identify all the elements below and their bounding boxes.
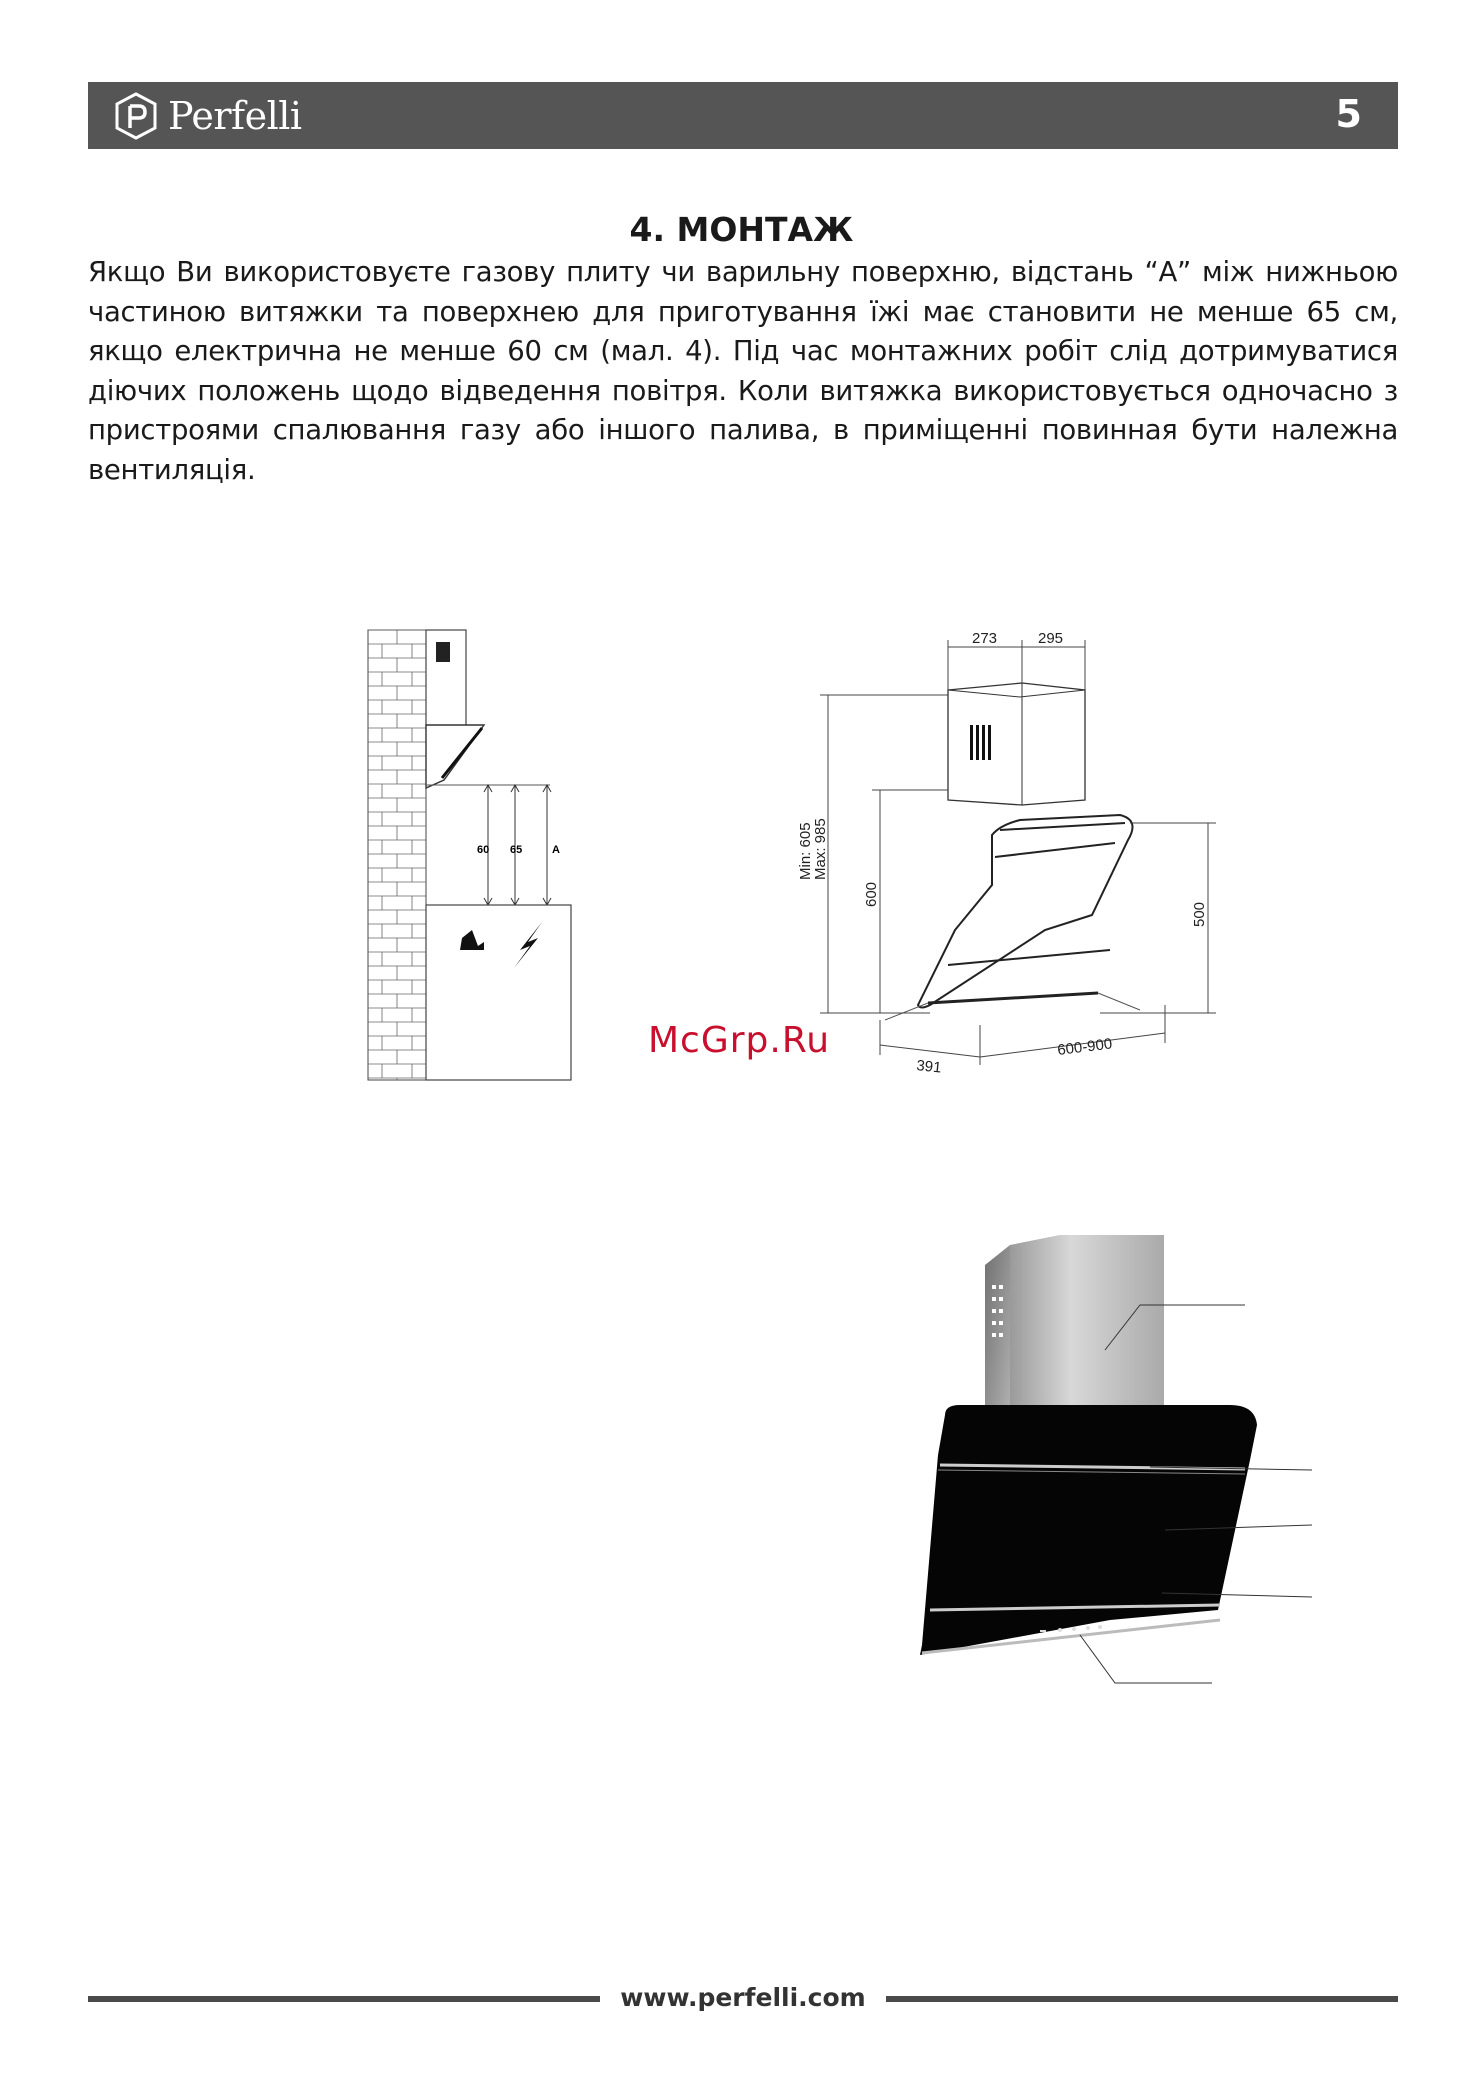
footer-url[interactable]: www.perfelli.com [620,1983,866,2012]
label-60: 60 [477,844,490,856]
page-footer [88,1983,1398,2013]
dimensions-diagram [780,625,1250,1095]
page-header [88,82,1398,149]
label-a: A [552,844,560,856]
perfelli-logo-icon [114,92,158,140]
watermark-text: McGrp.Ru [648,1020,831,1061]
section-title: 4. МОНТАЖ [629,210,854,249]
brick-pattern [368,630,426,1080]
dim-600-900: 600-900 [1056,1035,1114,1059]
vent-grille-icon [436,642,450,662]
dim-391: 391 [915,1057,943,1077]
cooker-cabinet [426,905,571,1080]
dim-min: Min: 605 [797,822,814,880]
dim-500: 500 [1191,901,1208,927]
product-illustration [900,1225,1320,1695]
installation-diagram [360,620,580,1090]
brand-name: Perfelli [168,93,302,138]
paragraph-text: Якщо Ви використовуєте газову плиту чи варильну поверхню, відстань “А” між нижньою частиною витяжки та поверхнею для приготування їжі має становити не менше 65 см, якщо електрична не менше 60 см (мал. 4). Під час монтажних робіт слід дотримуватися діючих положень щодо відведення повітря. Коли витяжка використовується одночасно з пристроями спалювання газу або іншого палива, в приміщенні повинная бути належна вентиляція. [88,256,1398,486]
dim-max: Max: 985 [812,818,829,880]
product-chimney [1010,1235,1164,1415]
page-number: 5 [1335,92,1362,136]
section-paragraph [88,253,1398,490]
brand-logo [114,90,302,141]
dim-295: 295 [1038,630,1064,647]
chimney-box [948,683,1085,805]
footer-line-right [886,1996,1398,2002]
dim-600: 600 [863,881,880,907]
label-65: 65 [510,844,523,856]
product-hood-glass [920,1405,1257,1655]
dim-273: 273 [972,630,998,647]
